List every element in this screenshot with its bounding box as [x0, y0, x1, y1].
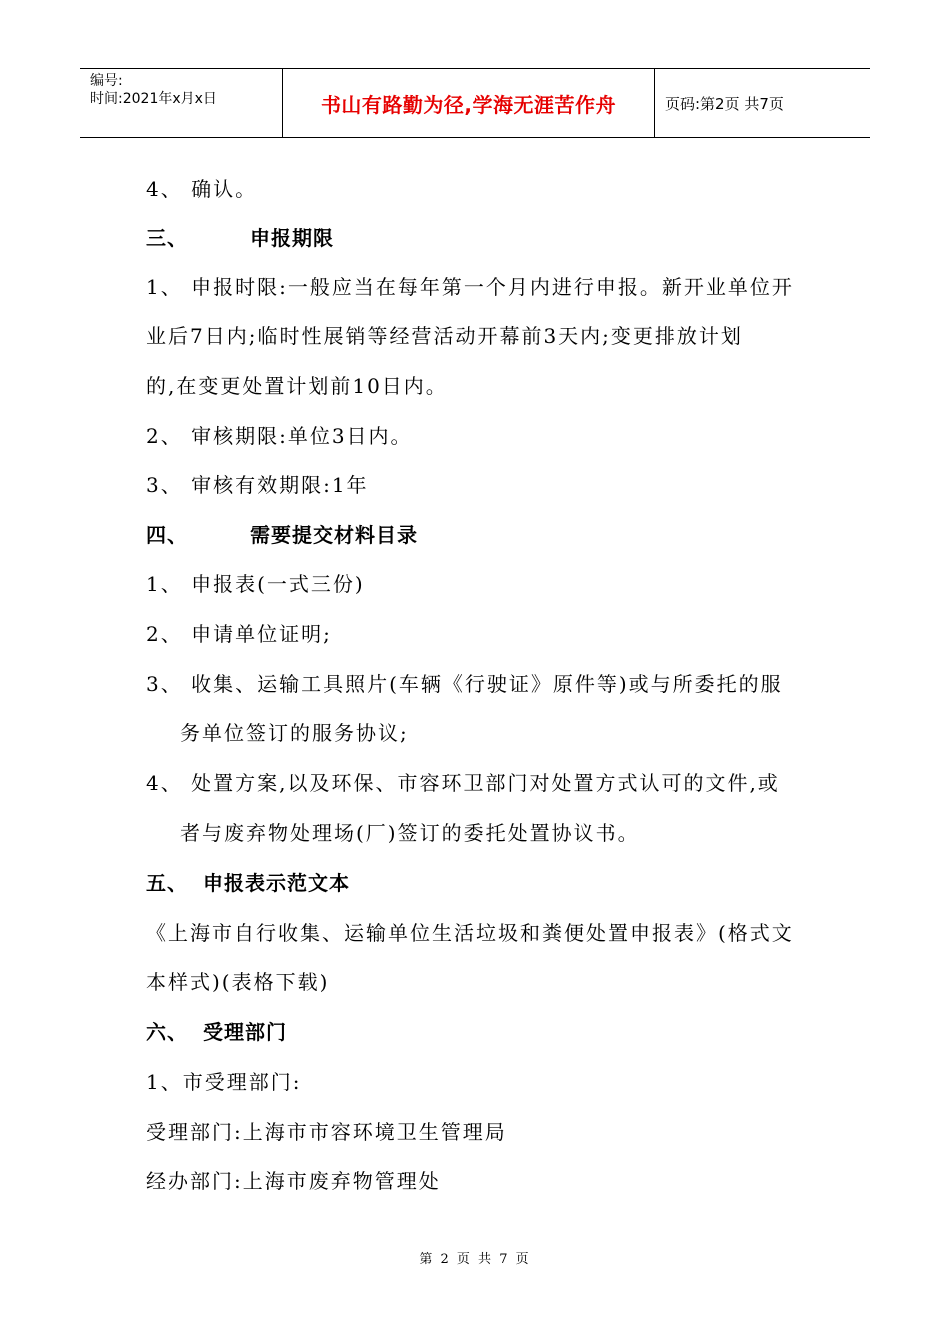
- paragraph-line: 3、 审核有效期限:1年: [146, 473, 369, 497]
- page-header: [80, 68, 870, 138]
- section-3-number: 三、: [146, 226, 188, 250]
- header-page-cell: [655, 69, 870, 137]
- list-item-continued: 务单位签订的服务协议;: [180, 721, 409, 745]
- paragraph-line: 本样式)(表格下载): [146, 970, 330, 994]
- list-item: 1、 申报表(一式三份): [146, 572, 365, 596]
- list-item-continued: 者与废弃物处理场(厂)签订的委托处置协议书。: [180, 821, 640, 845]
- section-5-number: 五、: [146, 871, 188, 895]
- list-item: 2、 申请单位证明;: [146, 622, 332, 646]
- list-item: 4、 处置方案,以及环保、市容环卫部门对处置方式认可的文件,或: [146, 771, 780, 795]
- section-4-number: 四、: [146, 523, 188, 547]
- header-page-info: 页码:第2页 共7页: [665, 94, 784, 113]
- section-6-number: 六、: [146, 1020, 188, 1044]
- paragraph-line: 的,在变更处置计划前10日内。: [146, 374, 448, 398]
- paragraph-line: 1、 申报时限:一般应当在每年第一个月内进行申报。新开业单位开: [146, 275, 794, 299]
- paragraph-line: 经办部门:上海市废弃物管理处: [146, 1169, 441, 1193]
- section-6-title: 受理部门: [203, 1020, 287, 1044]
- section-3-title: 申报期限: [250, 226, 334, 250]
- header-left-cell: [80, 69, 282, 137]
- section-4-title: 需要提交材料目录: [250, 523, 418, 547]
- document-time-label: 时间:2021年x月x日: [90, 91, 217, 107]
- paragraph-line: 《上海市自行收集、运输单位生活垃圾和粪便处置申报表》(格式文: [146, 921, 794, 945]
- header-motto-cell: [282, 69, 655, 137]
- item-confirm: 4、 确认。: [146, 177, 258, 201]
- paragraph-line: 业后7日内;临时性展销等经营活动开幕前3天内;变更排放计划: [146, 324, 743, 348]
- paragraph-line: 2、 审核期限:单位3日内。: [146, 424, 413, 448]
- paragraph-line: 受理部门:上海市市容环境卫生管理局: [146, 1120, 507, 1144]
- list-item: 3、 收集、运输工具照片(车辆《行驶证》原件等)或与所委托的服: [146, 672, 783, 696]
- paragraph-line: 1、市受理部门:: [146, 1070, 302, 1094]
- page-footer: 第 2 页 共 7 页: [419, 1252, 531, 1267]
- section-5-title: 申报表示范文本: [203, 871, 350, 895]
- document-number-label: 编号:: [90, 73, 123, 89]
- header-motto: 书山有路勤为径,学海无涯苦作舟: [320, 92, 617, 117]
